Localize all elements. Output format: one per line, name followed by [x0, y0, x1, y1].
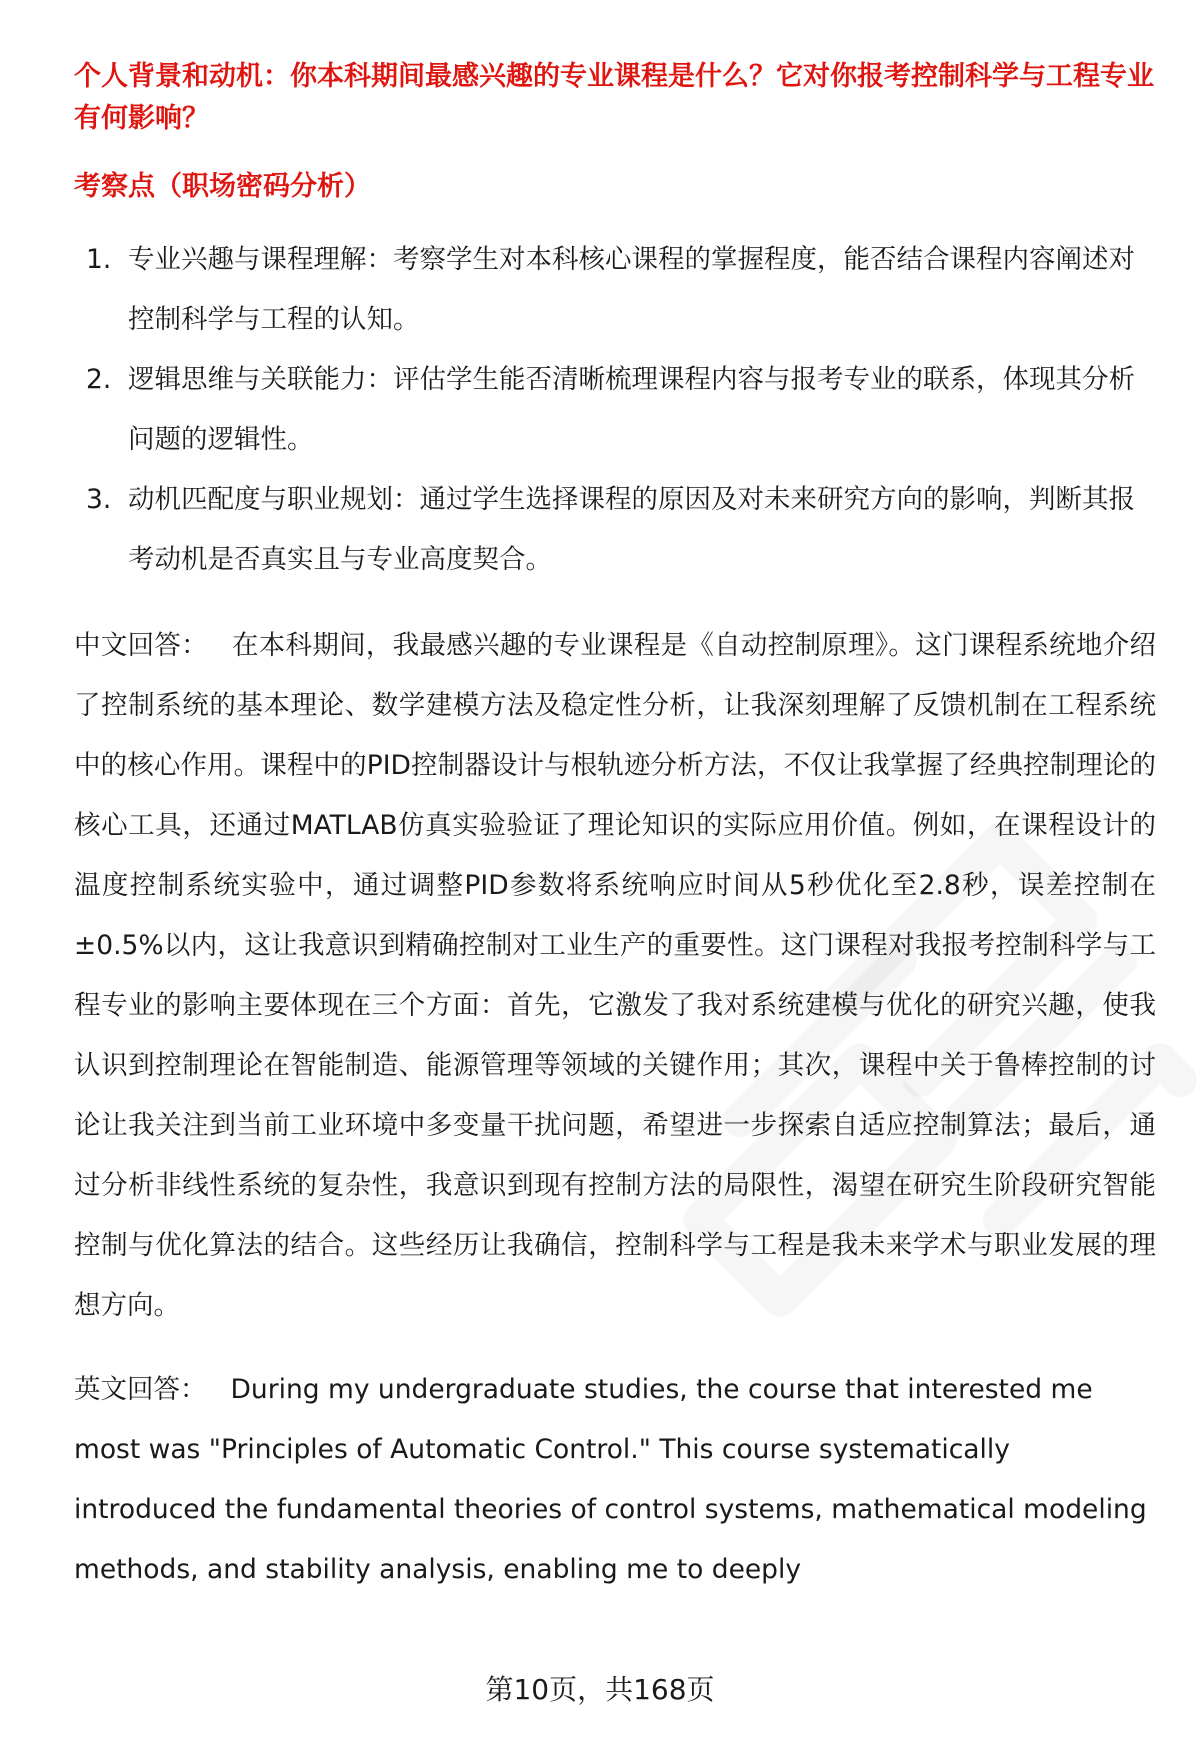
assessment-points-list	[74, 230, 1156, 590]
chinese-answer-paragraph	[74, 616, 1156, 1336]
chinese-answer-text: 在本科期间，我最感兴趣的专业课程是《自动控制原理》。这门课程系统地介绍了控制系统的基本理论、数学建模方法及稳定性分析，让我深刻理解了反馈机制在工程系统中的核心作用。课程中的PID控制器设计与根轨迹分析方法，不仅让我掌握了经典控制理论的核心工具，还通过MATLAB仿真实验验证了理论知识的实际应用价值。例如，在课程设计的温度控制系统实验中，通过调整PID参数将系统响应时间从5秒优化至2.8秒，误差控制在±0.5%以内，这让我意识到精确控制对工业生产的重要性。这门课程对我报考控制科学与工程专业的影响主要体现在三个方面：首先，它激发了我对系统建模与优化的研究兴趣，使我认识到控制理论在智能制造、能源管理等领域的关键作用；其次，课程中关于鲁棒控制的讨论让我关注到当前工业环境中多变量干扰问题，希望进一步探索自适应控制算法；最后，通过分析非线性系统的复杂性，我意识到现有控制方法的局限性，渴望在研究生阶段研究智能控制与优化算法的结合。这些经历让我确信，控制科学与工程是我未来学术与职业发展的理想方向。	[74, 630, 1157, 1321]
list-number: 2.	[86, 364, 112, 395]
list-item	[74, 230, 1156, 350]
list-item-text: 专业兴趣与课程理解：考察学生对本科核心课程的掌握程度，能否结合课程内容阐述对控制科学与工程的认知。	[128, 244, 1135, 335]
english-answer-label: 英文回答：	[74, 1374, 207, 1405]
section-title: 考察点（职场密码分析）	[74, 171, 371, 202]
list-item-text: 动机匹配度与职业规划：通过学生选择课程的原因及对未来研究方向的影响，判断其报考动机是否真实且与专业高度契合。	[128, 484, 1135, 575]
list-item	[74, 350, 1156, 470]
list-number: 3.	[86, 484, 112, 515]
english-answer-text: During my undergraduate studies, the course that interested me most was "Principles of Automatic Control." This course systematically introduced the fundamental theories of control systems, mathematical modeling methods, and stability analysis, enabling me to deeply	[74, 1374, 1147, 1585]
list-item	[74, 470, 1156, 590]
page-content	[74, 56, 1156, 1600]
list-number: 1.	[86, 244, 112, 275]
chinese-answer-label: 中文回答：	[74, 630, 208, 661]
english-answer-paragraph	[74, 1360, 1156, 1600]
question-heading: 个人背景和动机：你本科期间最感兴趣的专业课程是什么？它对你报考控制科学与工程专业有何影响？	[74, 61, 1154, 134]
page-number-footer: 第10页，共168页	[485, 1673, 715, 1706]
list-item-text: 逻辑思维与关联能力：评估学生能否清晰梳理课程内容与报考专业的联系，体现其分析问题的逻辑性。	[128, 364, 1135, 455]
